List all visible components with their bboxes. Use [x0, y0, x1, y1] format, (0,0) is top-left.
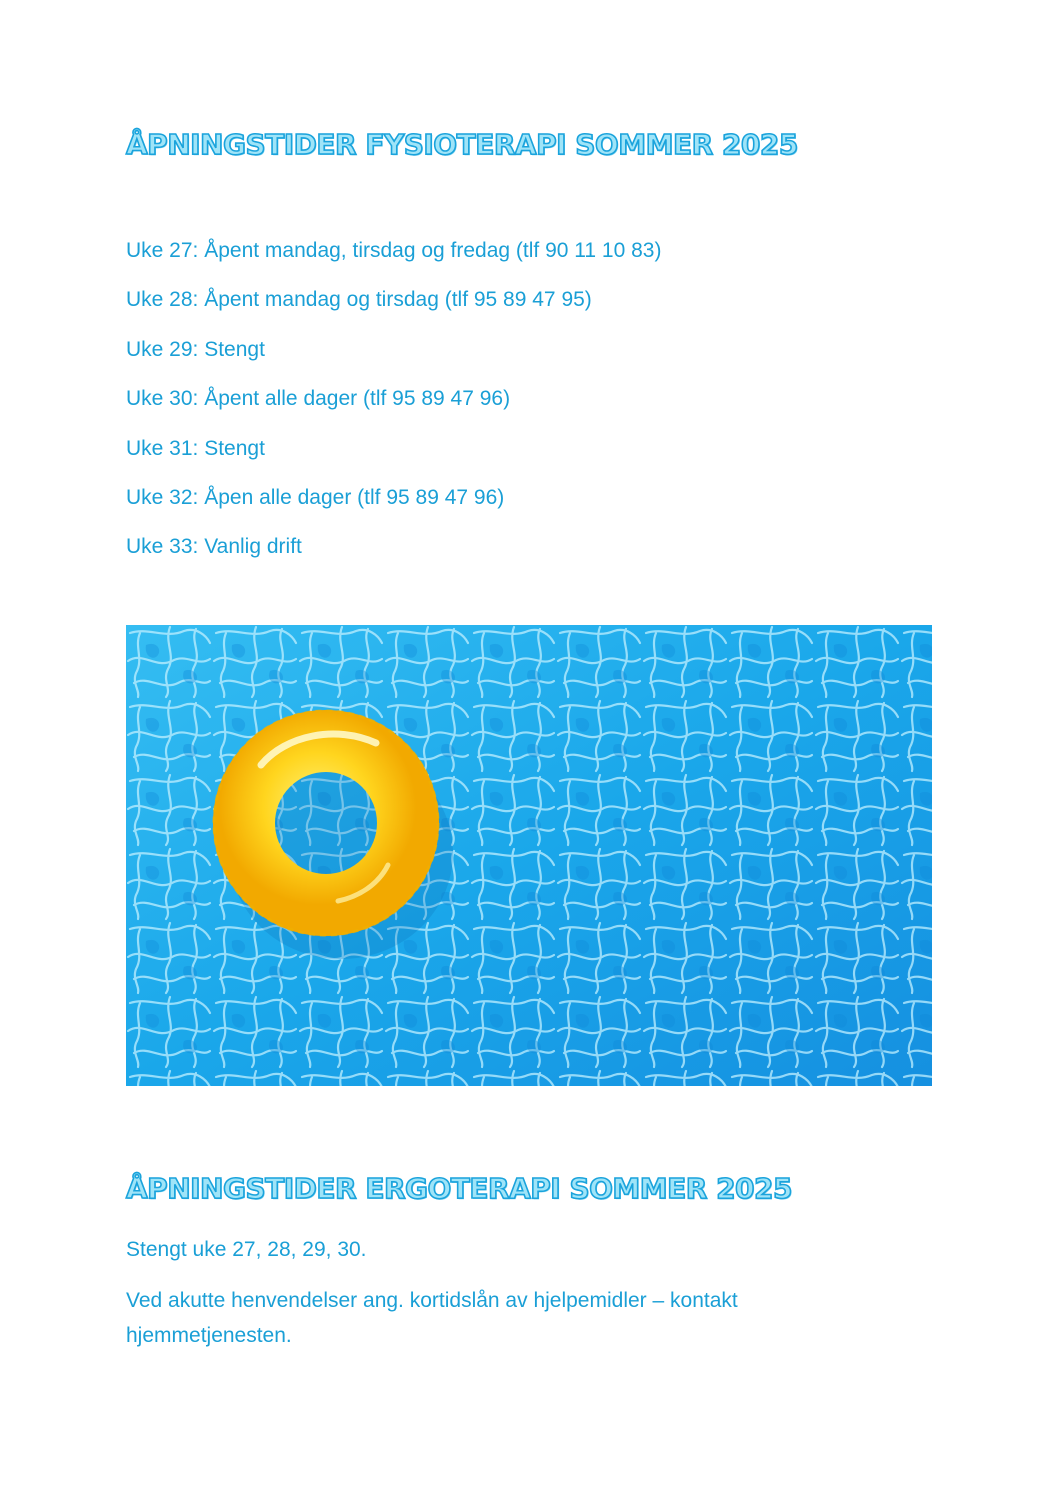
ergo-closed-text: Stengt uke 27, 28, 29, 30.	[126, 1238, 367, 1261]
pool-swim-ring-image	[126, 625, 932, 1086]
physio-week-list	[126, 235, 661, 581]
week-item-29: Uke 29: Stengt	[126, 337, 265, 361]
week-item-32: Uke 32: Åpen alle dager (tlf 95 89 47 96)	[126, 485, 505, 509]
week-item-33: Uke 33: Vanlig drift	[126, 535, 302, 559]
week-item-31: Uke 31: Stengt	[126, 436, 265, 460]
ergo-section	[126, 1232, 886, 1369]
physio-heading: ÅPNINGSTIDER FYSIOTERAPI SOMMER 2025	[126, 128, 798, 161]
week-item-30: Uke 30: Åpent alle dager (tlf 95 89 47 96)	[126, 387, 511, 411]
ergo-contact-note: Ved akutte henvendelser ang. kortidslån av hjelpemidler – kontakt hjemmetjenesten.	[126, 1289, 738, 1347]
week-item-27: Uke 27: Åpent mandag, tirsdag og fredag (tlf 90 11 10 83)	[126, 239, 662, 262]
week-item-28: Uke 28: Åpent mandag og tirsdag (tlf 95 89 47 95)	[126, 288, 592, 312]
ergo-heading: ÅPNINGSTIDER ERGOTERAPI SOMMER 2025	[126, 1172, 792, 1205]
